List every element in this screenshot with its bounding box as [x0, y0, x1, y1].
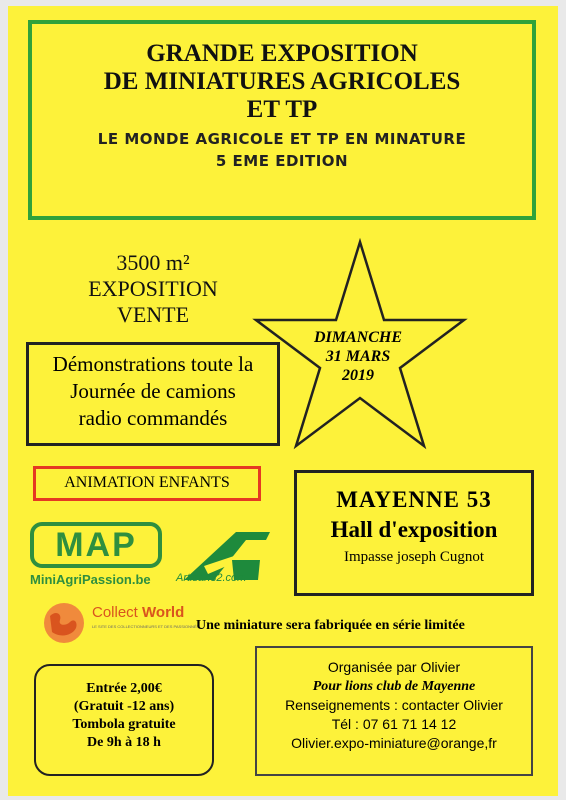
- entry-price: Entrée 2,00€: [86, 681, 162, 696]
- collect-word: Collect: [92, 604, 138, 621]
- edition: 5 EME EDITION: [215, 152, 349, 170]
- expo-line-3: VENTE: [116, 302, 190, 327]
- organizer-box: [255, 646, 533, 776]
- artisan-site: Artisan32.com: [176, 572, 247, 584]
- title-line-2: DE MINIATURES AGRICOLES: [103, 68, 461, 95]
- entry-hours: De 9h à 18 h: [87, 735, 161, 750]
- collect-world-logo: [92, 604, 184, 621]
- demo-box: [26, 342, 280, 446]
- entry-tombola: Tombola gratuite: [72, 717, 176, 732]
- demo-line-3: radio commandés: [78, 406, 228, 430]
- animation-box: ANIMATION ENFANTS: [33, 466, 261, 501]
- date-date: 31 MARS: [325, 348, 391, 365]
- map-site: MiniAgriPassion.be: [30, 572, 151, 587]
- date-block: [288, 328, 428, 385]
- entry-free: (Gratuit -12 ans): [73, 699, 175, 714]
- organizer-phone: Tél : 07 61 71 14 12: [331, 716, 457, 732]
- map-logo: [30, 522, 162, 568]
- venue-hall: Hall d'exposition: [330, 517, 498, 542]
- organizer-email: Olivier.expo-miniature@orange,fr: [291, 735, 497, 751]
- map-logo-text: MAP: [55, 526, 137, 564]
- expo-line-2: EXPOSITION: [88, 276, 218, 301]
- date-day: DIMANCHE: [313, 329, 403, 346]
- surface: 3500 m²: [116, 250, 190, 275]
- demo-line-2: Journée de camions: [70, 379, 236, 403]
- organizer-line-2: Pour lions club de Mayenne: [312, 679, 476, 694]
- limited-series-note: Une miniature sera fabriquée en série limitée: [196, 618, 465, 633]
- venue-address: Impasse joseph Cugnot: [344, 549, 484, 565]
- globe-icon: [40, 600, 88, 646]
- expo-block: [48, 250, 258, 328]
- header-box: [28, 20, 536, 220]
- organizer-line-3: Renseignements : contacter Olivier: [285, 697, 503, 713]
- date-year: 2019: [342, 367, 374, 384]
- title-line-1: GRANDE EXPOSITION: [146, 40, 418, 67]
- organizer-line-1: Organisée par Olivier: [327, 659, 461, 675]
- demo-line-1: Démonstrations toute la: [52, 352, 254, 376]
- entry-box: [34, 664, 214, 776]
- collect-tagline: LE SITE DES COLLECTIONNEURS ET DES PASSIONNÉS: [92, 624, 200, 629]
- venue-box: [294, 470, 534, 596]
- subtitle: LE MONDE AGRICOLE ET TP EN MINATURE: [97, 130, 467, 148]
- world-word: World: [142, 604, 185, 621]
- title-line-3: ET TP: [246, 96, 318, 123]
- poster: [8, 6, 558, 796]
- venue-city: MAYENNE 53: [336, 487, 492, 512]
